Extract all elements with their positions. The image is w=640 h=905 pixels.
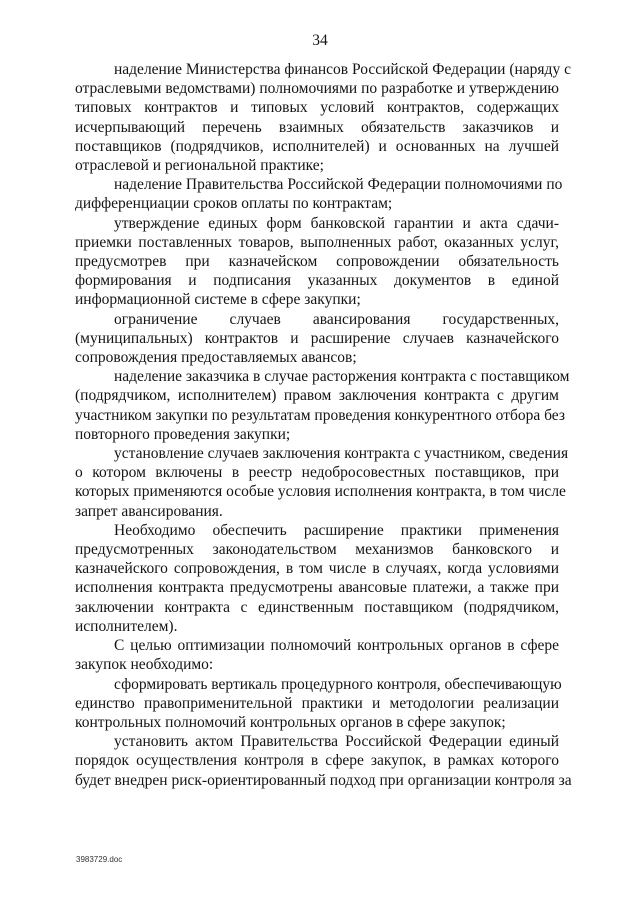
text-line: утверждение единых форм банковской гарантии и акта сдачи- [114, 214, 559, 232]
text-line: будет внедрен риск-ориентированный подход при организации контроля за [75, 771, 572, 789]
text-line: исполнителем). [75, 617, 178, 635]
text-line: предусмотрев при казначейском сопровождении обязательность [75, 253, 559, 271]
text-line: повторного проведения закупки; [75, 425, 291, 443]
text-line: контрольных полномочий контрольных органов в сфере закупок; [75, 713, 506, 731]
text-line: Необходимо обеспечить расширение практики применения [114, 521, 559, 539]
text-line: сопровождения предоставляемых авансов; [75, 349, 357, 367]
text-line: ограничение случаев авансирования государственных, [114, 310, 559, 328]
text-line: которых применяются особые условия исполнения контракта, в том числе [75, 483, 566, 501]
paragraph [75, 214, 559, 310]
paragraph [75, 444, 569, 521]
text-line: заключении контракта с единственным поставщиком (подрядчиком, [75, 598, 559, 616]
text-line: наделение Правительства Российской Федерации полномочиями по [114, 176, 563, 194]
text-line: наделение Министерства финансов Российской Федерации (наряду с [114, 61, 571, 78]
text-line: участником закупки по результатам проведения конкурентного отбора без [75, 406, 565, 424]
text-line: типовых контрактов и типовых условий контрактов, содержащих [75, 99, 559, 117]
paragraph [75, 732, 572, 790]
document-footer: 3983729.doc [76, 855, 123, 864]
text-line: казначейского сопровождения, в том числе в случаях, когда условиями [75, 560, 559, 578]
paragraph [75, 521, 559, 636]
paragraph [75, 60, 571, 175]
text-line: отраслевой и региональной практике; [75, 157, 324, 175]
text-line: поставщиков (подрядчиков, исполнителей) и основанных на лучшей [75, 137, 559, 155]
text-line: исчерпывающий перечень взаимных обязательств заказчиков и [75, 118, 559, 136]
text-line: сформировать вертикаль процедурного контроля, обеспечивающую [114, 675, 562, 693]
paragraph [75, 636, 559, 674]
paragraph [75, 675, 562, 733]
text-line: отраслевыми ведомствами) полномочиями по разработке и утверждению [75, 80, 559, 98]
text-line: приемки поставленных товаров, выполненных работ, оказанных услуг, [75, 233, 559, 251]
text-line: установить актом Правительства Российской Федерации единый [114, 733, 559, 751]
text-line: наделение заказчика в случае расторжения контракта с поставщиком [114, 368, 570, 386]
text-line: дифференциации сроков оплаты по контрактам; [75, 195, 393, 213]
text-line: формирования и подписания указанных документов в единой [75, 272, 559, 290]
text-line: информационной системе в сфере закупки; [75, 291, 361, 309]
text-line: исполнения контракта предусмотрены авансовые платежи, а также при [75, 579, 559, 597]
page-number: 34 [312, 32, 328, 49]
paragraph [75, 175, 563, 213]
paragraph [75, 367, 570, 444]
text-line: о котором включены в реестр недобросовестных поставщиков, при [75, 464, 559, 482]
text-line: предусмотренных законодательством механизмов банковского и [75, 541, 559, 559]
text-line: (муниципальных) контрактов и расширение случаев казначейского [75, 329, 559, 347]
text-line: С целью оптимизации полномочий контрольных органов в сфере [114, 637, 559, 655]
paragraph [75, 310, 559, 368]
text-line: единство правоприменительной практики и методологии реализации [75, 694, 559, 712]
text-line: закупок необходимо: [75, 656, 214, 674]
document-body [75, 60, 572, 790]
text-line: запрет авансирования. [75, 502, 223, 520]
text-line: установление случаев заключения контракта с участником, сведения [114, 445, 569, 463]
text-line: порядок осуществления контроля в сфере закупок, в рамках которого [75, 752, 559, 770]
text-line: (подрядчиком, исполнителем) правом заключения контракта с другим [75, 387, 559, 405]
